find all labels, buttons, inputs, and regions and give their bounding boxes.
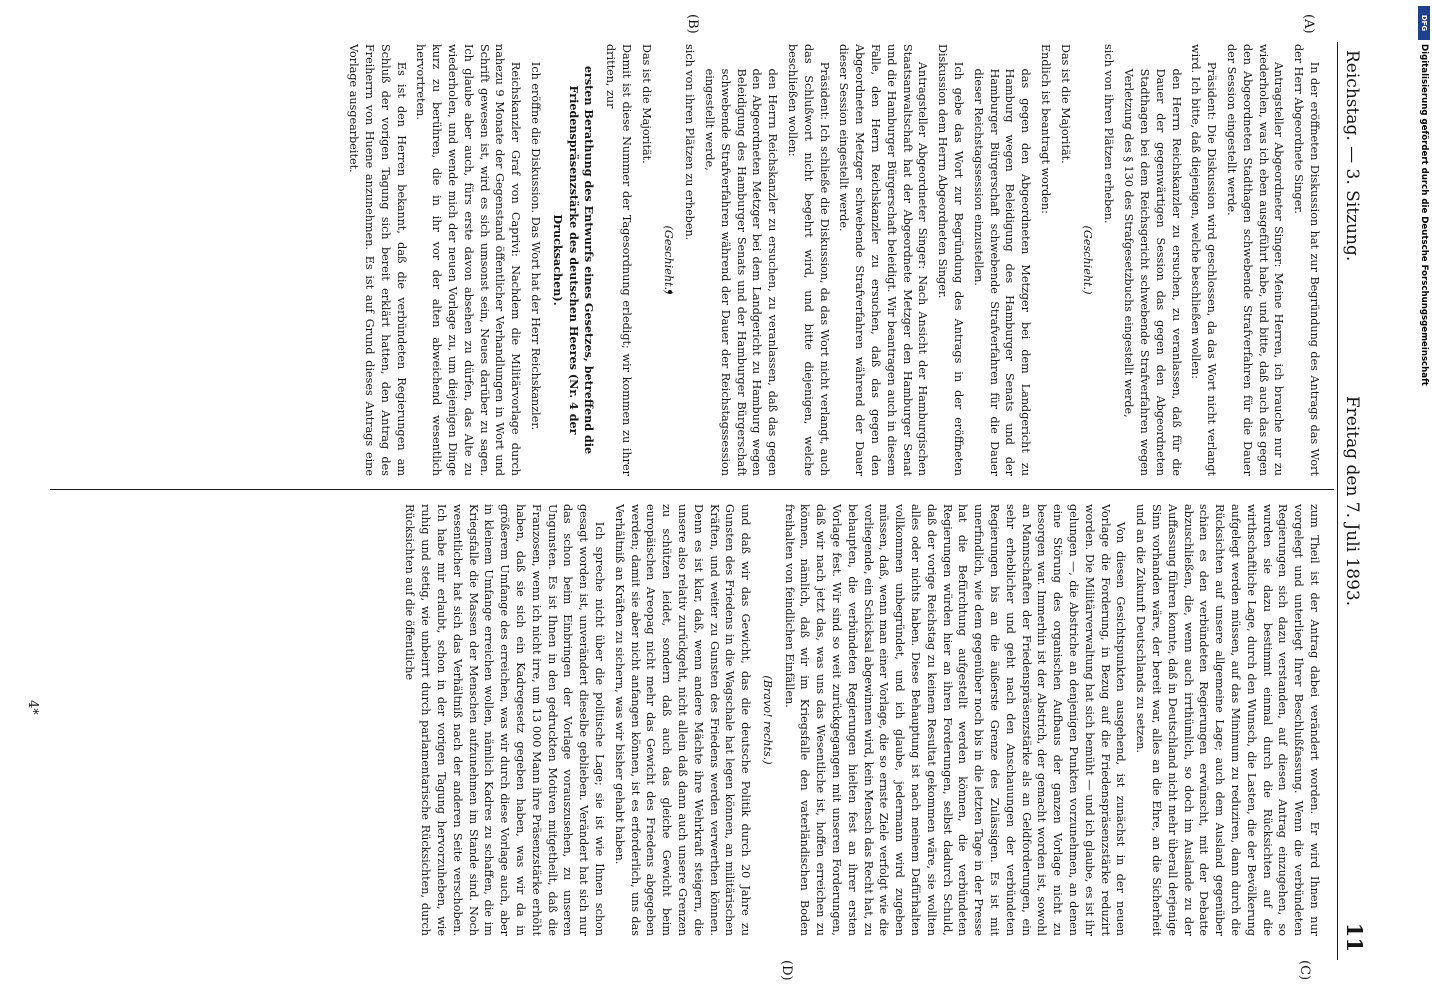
right-column — [67, 504, 1322, 936]
paragraph: Endlich ist beantragt worden: — [1039, 44, 1053, 214]
agenda-item-title: ersten Berathung des Entwurfs eines Gesetzes, betreffend die Friedenspräsenzstärke des deutschen Heeres (Nr. 4 der Drucksachen). — [550, 65, 597, 455]
margin-mark-b: (B) — [685, 14, 700, 34]
page-header — [1337, 42, 1382, 960]
paragraph: zum Theil ist der Antrag dabei verändert worden. Er wird Ihnen nur vorgelegt und unterliegt Ihrer Beschlußfassung. Wenn die verbündeten Regierungen sich dazu verstanden, auf diesen Antrag einzugehen, so wurden sie dazu bestimmt einmal durch die Rücksichten auf die wirthschaftliche Lage, durch den Wunsch, die Lasten, die der Bevölkerung aufgelegt werden müssen, auf das Minimum zu reduziren, dann durch die Rücksichten auf unsere allgemeine Lage; auch dem Ausland gegenüber schien es den verbündeten Regierungen erwünscht, mit der Debatte abzuschließen, die, wenn auch irrthümlich, so doch im Auslande zu der Auffassung führen konnte, daß in Deutschland nicht mehr überall derjenige Sinn vorhanden wäre, der bereit war, alles an die Ehre, an die Sicherheit und an die Zukunft Deutschlands zu setzen. — [1134, 504, 1321, 936]
column-divider — [50, 489, 1334, 490]
page-number: 11 — [1342, 922, 1367, 952]
motion-text: den Herrn Reichskanzler zu ersuchen, zu veranlassen, daß das gegen den Abgeordneten Metzger bei dem Landgericht zu Hamburg wegen Beleidigung des Hamburger Senats und der Hamburger Bürgerschaft schwebende Strafverfahren während der Dauer der Reichstagssession eingestellt werde, — [703, 68, 780, 476]
paragraph: Ich spreche nicht über die politische Lage; sie ist wie Ihnen schon gesagt worden ist, unverändert dieselbe geblieben. Verändert hat sich nur das schon beim Einbringen der Vorlage vorauszusehen, zu unseren Ungunsten. Es ist Ihnen in den gedruckten Motiven mitgetheilt, daß die Franzosen, wenn ich nicht irre, um 13 000 Mann ihre Präsenzstärke erhöht haben, daß sie sich ein Kadregesetz gegeben haben, was wir da in größerem Umfange des erreichen, was wir durch diese Vorlage auch, aber in kleinem Umfange erreichen wollen, nämlich Kadres zu schaffen, die im Kriegsfalle die Massen der Menschen aufzunehmen im Stande sind. Noch wesentlicher hat sich das Verhältniß nach der anderen Seite verschoben. Ich habe mir erlaubt, schon in der vorigen Tagung hervorzuheben, wie ruhig und stetig, wie unbeirrt durch parlamentarische Rücksichten, durch Rücksichten auf die öffentliche — [403, 504, 606, 936]
paragraph: Ich eröffne die Diskussion. Das Wort hat der Herr Reichskanzler. — [528, 61, 542, 430]
sheet-signature: 4* — [25, 700, 40, 715]
paragraph: Damit ist diese Nummer der Tagesordnung erledigt; wir kommen zu ihrer dritten, zur — [604, 44, 633, 476]
margin-mark-d: (D) — [779, 960, 794, 981]
paragraph: In der eröffneten Diskussion hat zur Begründung des Antrags das Wort der Herr Abgeordnete Singer. — [1292, 44, 1321, 476]
motion-text: das gegen den Abgeordneten Metzger bei dem Landgericht zu Hamburg wegen Beleidigung des Hamburger Senats und der Hamburger Bürgerschaft schwebende Strafverfahren für die Dauer dieser Reichstagssession einzustellen. — [971, 68, 1033, 476]
paragraph: sich von ihren Plätzen zu erheben. — [683, 44, 697, 241]
paragraph: Von diesen Gesichtspunkten ausgehend, ist zunächst in der neuen Vorlage die Forderung, in Bezug auf die Friedenspräsenzstärke reduzirt worden. Die Militärverwaltung hat sich bemüht — und ich glaube, es ist ihr gelungen —, die Abstriche an denjenigen Punkten vorzunehmen, an denen eine Störung des organischen Aufbaus der ganzen Vorlage nicht zu besorgen war. Immerhin ist der Abstrich, der gemacht worden ist, sowohl an Mannschaften der Friedenspräsenzstärke als an Geldforderungen, ein sehr erheblicher und geht nach den Anschauungen der verbündeten Regierungen bis an die äußerste Grenze des Zulässigen. Es ist mit unerfindlich, wie dem gegenüber noch bis in die letzten Tage in der Presse hat die Befürchtung aufgestellt werden können, die verbündeten Regierungen würden hier an ihren Forderungen, selbst dadurch Schuld, daß der vorige Reichstag zu keinem Resultat gekommen wäre, sie wollten alles oder nichts haben. Diese Behauptung ist nach meinem Dafürhalten vollkommen unbegründet, und ich glaube, jedermann wird zugeben müssen, daß, wenn man einer Vorlage, die so ernste Ziele verfolgt wie die vorliegende, ein Schicksal abgewinnen wird, kein Mensch das Recht hat, zu behaupten, die verbündeten Regierungen hielten fest an ihrer ersten Vorlage fest. Wir sind so weit zurückgegangen mit unseren Forderungen, daß wir nach jetzt das, was uns das Wesentliche ist, hoffen erreichen zu können, nämlich, daß wir im Kriegsfalle den vaterländischen Boden freihalten von feindlichen Einfällen. — [782, 504, 1128, 936]
digitization-notice — [1418, 6, 1430, 386]
margin-mark-c: (C) — [1297, 960, 1312, 981]
paragraph: Antragsteller Abgeordneter Singer: Nach Ansicht der Hamburgischen Staatsanwaltschaft hat der Abgeordnete Metzger den Hamburger Senat und die Hamburger Bürgerschaft beleidigt. Wir beantragen auch in diesem Falle, den Herrn Reichskanzler zu ersuchen, daß das gegen den Abgeordneten Metzger schwebende Strafverfahren während der Dauer dieser Session eingestellt werde. — [837, 44, 930, 476]
paragraph: Ich gebe das Wort zur Begründung des Antrags in der eröffneten Diskussion dem Herrn Abgeordneten Singer. — [936, 44, 966, 476]
motion-text: den Herrn Reichskanzler zu ersuchen, zu veranlassen, daß für die Dauer der gegenwärtigen Session das gegen den Abgeordneten Stadthagen bei dem Reichsgericht schwebende Strafverfahren wegen Verletzung des § 130 des Strafgesetzbuchs eingestellt werde, — [1122, 68, 1183, 476]
stage-direction: (Geschieht.) — [1080, 225, 1094, 295]
paragraph: und daß wir das Gewicht, das die deutsche Politik durch 20 Jahre zu Gunsten des Friedens in die Wagschale hat legen können, an militärischen Kräften, und weiter zu Gunsten des Friedens werden verwerthen können. Denn es ist klar, daß, wenn andere Mächte ihre Wehrkraft steigern, die unsere also relativ zurückgeht, nicht allein daß dann auch unsere Grenzen zu schützen leidet, sondern daß auch das gleiche Gewicht beim europäischen Areopag nicht mehr das Gewicht des Friedens abgegeben werden; damit sie aber nicht anfangen können, ist es erforderlich, uns das Verhältniß an Kräften zu sichern, was wir bisher gehabt haben. — [612, 504, 753, 936]
stage-direction: (Bravo! rechts.) — [760, 675, 774, 765]
dfg-logo-text: DFG — [1420, 14, 1428, 32]
stage-direction: (Geschieht.) — [661, 225, 675, 295]
left-column — [52, 44, 1322, 476]
margin-mark-a: (A) — [1301, 14, 1316, 34]
paragraph: Präsident: Ich schließe die Diskussion, da das Wort nicht verlangt, auch das Schlußwort nicht begehrt wird, und bitte diejenigen, welche beschließen wollen: — [786, 44, 831, 476]
dfg-logo-icon — [1418, 6, 1430, 40]
paragraph: Das ist die Majorität. — [639, 44, 653, 164]
header-left: Reichstag. — 3. Sitzung. — [1342, 50, 1362, 262]
paragraph: Das ist die Majorität. — [1058, 44, 1072, 164]
paragraph: Präsident: Die Diskussion wird geschlossen, da das Wort nicht verlangt wird. Ich bitte, daß diejenigen, welche beschließen wollen: — [1189, 44, 1219, 476]
paragraph: Es ist den Herren bekannt, daß die verbündeten Regierungen am Schluß der vorigen Tagung sich bereit erklärt hatten, den Antrag des Freiherrn von Huene anzunehmen. Es ist auf Grund dieses Antrags eine Vorlage ausgearbeitet. — [347, 44, 408, 476]
paragraph: Antragsteller Abgeordneter Singer: Meine Herren, ich brauche nur zu wiederholen, was ich eben ausgeführt habe, und bitte, daß auch das gegen den Abgeordneten Stadthagen schwebende Strafverfahren für die Dauer der Session eingestellt werde. — [1225, 44, 1286, 476]
notice-text: Digitalisierung gefördert durch die Deutsche Forschungsgemeinschaft — [1419, 44, 1429, 386]
paragraph: Reichskanzler Graf von Caprivi: Nachdem die Militärvorlage durch nahezu 9 Monate der Gegenstand öffentlicher Verhandlungen in Wort und Schrift gewesen ist, wird es sich umsonst sein, Neues darüber zu sagen. Ich glaube aber auch, fürs erste davon absehen zu dürfen, das Alte zu wiederholen, und wende mich der neuen Vorlage zu, um diejenigen Dinge kurz zu berühren, die in ihr vor der alten abweichend wesentlich hervortreten. — [414, 44, 523, 476]
paragraph: sich von ihren Plätzen erheben. — [1102, 44, 1116, 224]
header-date: Freitag den 7. Juli 1893. — [1342, 395, 1362, 607]
